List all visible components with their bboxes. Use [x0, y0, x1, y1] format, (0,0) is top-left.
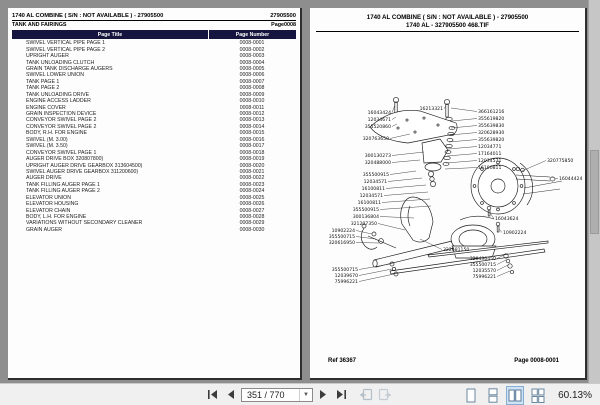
toc-title: SWIVEL (M. 3.00) — [26, 136, 68, 143]
part-number-label: 16043624 — [495, 217, 519, 222]
toc-page-number: 0008-0030 — [239, 226, 265, 233]
single-page-icon — [464, 388, 477, 403]
toc-title: CONVEYOR SWIVEL PAGE 1 — [26, 149, 97, 156]
toc-title: ELEVATOR CHAIN — [26, 207, 71, 214]
leader-line — [359, 264, 390, 270]
toc-page-number: 0008-0025 — [239, 194, 265, 201]
right-header-file: 1740 AL - 327905500 468.TIF — [406, 21, 489, 29]
leader-line — [555, 179, 558, 180]
leader-line — [522, 161, 546, 172]
toc-row — [12, 104, 296, 110]
leader-line — [446, 161, 477, 164]
leader-line — [392, 160, 420, 163]
toc-title: AUGER DRIVE — [26, 175, 62, 182]
toc-page-number: 0008-0026 — [239, 201, 265, 208]
part-number-label: 355500715 — [328, 235, 355, 240]
parts-diagram — [310, 8, 587, 380]
toc-title: ENGINE ACCESS LADDER — [26, 98, 91, 105]
toc-title: TANK FILLING AUGER PAGE 2 — [26, 188, 100, 195]
last-page-button[interactable] — [334, 387, 349, 402]
toc-row — [12, 111, 296, 117]
toc-row — [12, 85, 296, 91]
status-bar — [0, 383, 600, 405]
part-number-label: 16213321 — [419, 107, 443, 112]
toc-row — [12, 46, 296, 52]
toc-title: GRAIN AUGER — [26, 226, 63, 233]
toc-title: GRAIN TANK DISCHARGE AUGERS — [26, 65, 113, 72]
toc-page-number: 0008-0009 — [239, 91, 265, 98]
toc-page-number: 0008-0008 — [239, 85, 265, 92]
toc-row — [12, 59, 296, 65]
leader-line — [388, 178, 422, 182]
view-history-group — [358, 387, 392, 402]
part-number-label: 355619820 — [478, 117, 505, 122]
toc-row — [12, 188, 296, 194]
leader-line — [447, 154, 477, 157]
toc-page-number: 0008-0001 — [239, 40, 265, 47]
leader-line — [499, 229, 502, 233]
leader-line — [497, 260, 506, 265]
right-page — [310, 8, 587, 380]
first-page-icon — [207, 390, 218, 399]
part-number-label: 16100811 — [357, 201, 381, 206]
part-number-label: 17164011 — [478, 152, 502, 157]
last-page-icon — [336, 390, 347, 399]
next-view-button[interactable] — [377, 387, 392, 402]
left-page — [8, 8, 302, 380]
toc-title: UPRIGHT AUGER DRIVE GEARBOX 313604500) — [26, 162, 143, 169]
part-number-label: 16100811 — [478, 166, 502, 171]
previous-page-button[interactable] — [223, 387, 238, 402]
part-number-label: 12034671 — [367, 118, 391, 123]
toc-page-number: 0008-0022 — [239, 175, 265, 182]
toc-row — [12, 207, 296, 213]
part-number-label: 12034571 — [363, 180, 387, 185]
leader-line — [448, 147, 477, 150]
scrollbar-thumb[interactable] — [590, 150, 599, 234]
leader-line — [497, 265, 508, 271]
first-page-button[interactable] — [205, 387, 220, 402]
next-view-icon — [378, 388, 392, 401]
toc-rows — [12, 40, 296, 233]
toc-page-number: 0008-0015 — [239, 130, 265, 137]
two-page-view-icon — [508, 388, 522, 403]
next-page-button[interactable] — [316, 387, 331, 402]
previous-view-button[interactable] — [358, 387, 373, 402]
toc-row — [12, 130, 296, 136]
left-header-title: 1740 AL COMBINE ( S/N : NOT AVAILABLE ) - 27905500 — [12, 13, 164, 19]
toc-title: SWIVEL (M. 3.50) — [26, 143, 68, 150]
page-indicator-value: 351 / 770 — [247, 389, 285, 400]
part-number-label: 321207350 — [350, 222, 377, 227]
toc-page-number: 0008-0024 — [239, 188, 265, 195]
toc-page-number: 0008-0019 — [239, 156, 265, 163]
toc-title: GRAIN INSPECTION DEVICE — [26, 111, 97, 118]
single-page-view-button[interactable] — [462, 386, 479, 405]
part-number-label: 75996221 — [472, 275, 496, 280]
leader-line — [384, 192, 428, 196]
two-page-continuous-icon — [531, 388, 545, 403]
section-title: TANK AND FAIRINGS — [12, 22, 67, 28]
part-number-label: 12034571 — [359, 194, 383, 199]
toc-page-number: 0008-0021 — [239, 168, 265, 175]
part-number-label: 300136804 — [352, 215, 379, 220]
next-page-icon — [319, 390, 328, 399]
toc-page-number: 0008-0006 — [239, 72, 265, 79]
toc-title: SWIVEL VERTICAL PIPE PAGE 1 — [26, 40, 105, 47]
toc-row — [12, 53, 296, 59]
footer-ref: Ref 36367 — [328, 358, 357, 364]
toc-page-number: 0008-0017 — [239, 143, 265, 150]
toc-title: CONVEYOR SWIVEL PAGE 2 — [26, 123, 97, 130]
toc-title: CONVEYOR SWIVEL PAGE 2 — [26, 117, 97, 124]
leader-line — [497, 271, 510, 277]
previous-page-icon — [226, 390, 235, 399]
toc-row — [12, 143, 296, 149]
toc-page-number: 0008-0016 — [239, 136, 265, 143]
leader-line — [386, 185, 426, 189]
toc-page-number: 0008-0023 — [239, 181, 265, 188]
leader-line — [390, 171, 416, 175]
right-header-title: 1740 AL COMBINE ( S/N : NOT AVAILABLE ) - 27905500 — [366, 14, 529, 21]
leader-line — [451, 108, 477, 112]
toc-row — [12, 40, 296, 46]
part-number-label: 320628930 — [478, 131, 505, 136]
vertical-scrollbar[interactable] — [588, 0, 600, 383]
toc-page-number: 0008-0027 — [239, 207, 265, 214]
toc-title: SWIVEL VERTICAL PIPE PAGE 2 — [26, 46, 105, 53]
section-page: Page0008 — [271, 22, 296, 28]
part-number-label: 320775850 — [547, 159, 574, 164]
toc-title: TANK UNLOADING DRIVE — [26, 91, 90, 98]
part-number-label: 355500915 — [352, 208, 379, 213]
toc-row — [12, 117, 296, 123]
part-number-label: 12039670 — [334, 274, 358, 279]
toc-title: BODY, R.H. FOR ENGINE — [26, 130, 88, 137]
toc-title: VARIATIONS WITHOUT SECONDARY CLEANER — [26, 220, 143, 227]
toc-title: AUGER DRIVE BOX 320807800) — [26, 156, 104, 163]
part-number-label: 320616950 — [328, 241, 355, 246]
part-number-label: 355520860 — [364, 125, 391, 130]
toc-page-number: 0008-0003 — [239, 53, 265, 60]
toc-page-number: 0008-0005 — [239, 65, 265, 72]
toc-page-number: 0008-0014 — [239, 123, 265, 130]
right-page-footer — [328, 358, 559, 364]
toc-title: BODY, L.H. FOR ENGINE — [26, 214, 87, 221]
part-number-label: 355500915 — [362, 173, 389, 178]
toc-row — [12, 169, 296, 175]
view-layout-group — [462, 386, 592, 405]
left-page-header — [12, 13, 296, 21]
toc-title: TANK PAGE 1 — [26, 78, 60, 85]
toc-title: ELEVATOR HOUSING — [26, 201, 79, 208]
toc-title: ELEVATOR UNION — [26, 194, 71, 201]
toc-title: SWIVEL AUGER DRIVE GEARBOX 311200600) — [26, 168, 139, 175]
page-number-input[interactable] — [241, 388, 313, 402]
leader-line — [378, 224, 405, 231]
previous-view-icon — [359, 388, 373, 401]
part-number-label: 355500715 — [331, 268, 358, 273]
part-number-label: 322681150 — [443, 248, 470, 253]
toc-col-page-title: Page Title — [12, 30, 208, 39]
toc-title: SWIVEL LOWER UNION — [26, 72, 85, 79]
toc-row — [12, 175, 296, 181]
two-page-view-button[interactable] — [506, 386, 524, 405]
toc-page-number: 0008-0007 — [239, 78, 265, 85]
part-number-label: 12034571 — [478, 159, 502, 164]
chevron-down-icon[interactable]: ▼ — [299, 389, 312, 401]
part-number-label: 75996221 — [334, 280, 358, 285]
part-number-label: 300130273 — [364, 154, 391, 159]
toc-row — [12, 66, 296, 72]
part-number-label: 320496450 — [469, 257, 496, 262]
leader-line — [359, 269, 392, 276]
continuous-view-button[interactable] — [484, 386, 501, 405]
part-number-label: 355500715 — [469, 263, 496, 268]
part-number-label: 10902224 — [503, 231, 527, 236]
toc-row — [12, 195, 296, 201]
toc-title: ENGINE COVER — [26, 104, 66, 111]
toc-row — [12, 79, 296, 85]
part-number-label: 16044424 — [559, 177, 583, 182]
toc-title: UPRIGHT AUGER — [26, 53, 69, 60]
toc-page-number: 0008-0011 — [239, 104, 265, 111]
part-number-label: 16043424 — [367, 111, 391, 116]
part-number-label: 320488000 — [364, 161, 391, 166]
leader-line — [359, 274, 394, 282]
page-navigation — [205, 387, 392, 402]
part-number-label: 320763650 — [362, 137, 389, 142]
leader-line — [445, 168, 477, 170]
toc-page-number: 0008-0020 — [239, 162, 265, 169]
toc-row — [12, 124, 296, 130]
toc-row — [12, 72, 296, 78]
leader-line — [452, 119, 477, 122]
part-number-label: 366161216 — [478, 110, 505, 115]
toc-page-number: 0008-0018 — [239, 149, 265, 156]
part-number-label: 355639830 — [478, 124, 505, 129]
continuous-view-icon — [486, 388, 499, 403]
toc-row — [12, 214, 296, 220]
toc-col-page-number: Page Number — [209, 30, 296, 39]
toc-row — [12, 201, 296, 207]
toc-title: TANK FILLING AUGER PAGE 1 — [26, 181, 100, 188]
part-number-label: 12034771 — [478, 145, 502, 150]
toc-row — [12, 227, 296, 233]
left-page-subheader — [12, 22, 296, 28]
toc-row — [12, 149, 296, 155]
part-number-label: 355639820 — [478, 138, 505, 143]
toc-row — [12, 182, 296, 188]
toc-header-row — [12, 30, 296, 39]
toc-page-number: 0008-0010 — [239, 98, 265, 105]
toc-page-number: 0008-0028 — [239, 214, 265, 221]
toc-title: TANK PAGE 2 — [26, 85, 60, 92]
part-number-label: 10902224 — [331, 229, 355, 234]
leader-line — [356, 231, 372, 235]
part-number-label: 16100811 — [361, 187, 385, 192]
toc-row — [12, 137, 296, 143]
two-page-continuous-view-button[interactable] — [529, 386, 547, 405]
toc-row — [12, 156, 296, 162]
toc-title: TANK UNLOADING CLUTCH — [26, 59, 95, 66]
zoom-level-text: 60.13% — [558, 390, 592, 401]
leader-line — [356, 237, 376, 240]
toc-page-number: 0008-0004 — [239, 59, 265, 66]
footer-page-number: Page 0008-0001 — [514, 358, 559, 364]
toc-row — [12, 220, 296, 226]
toc-page-number: 0008-0002 — [239, 46, 265, 53]
toc-row — [12, 162, 296, 168]
left-header-serial: 27905500 — [270, 13, 296, 19]
part-number-label: 12035570 — [472, 269, 496, 274]
toc-page-number: 0008-0029 — [239, 220, 265, 227]
leader-line — [356, 243, 379, 244]
leader-line — [392, 152, 424, 156]
toc-page-number: 0008-0012 — [239, 111, 265, 118]
toc-row — [12, 92, 296, 98]
toc-row — [12, 98, 296, 104]
toc-page-number: 0008-0013 — [239, 117, 265, 124]
